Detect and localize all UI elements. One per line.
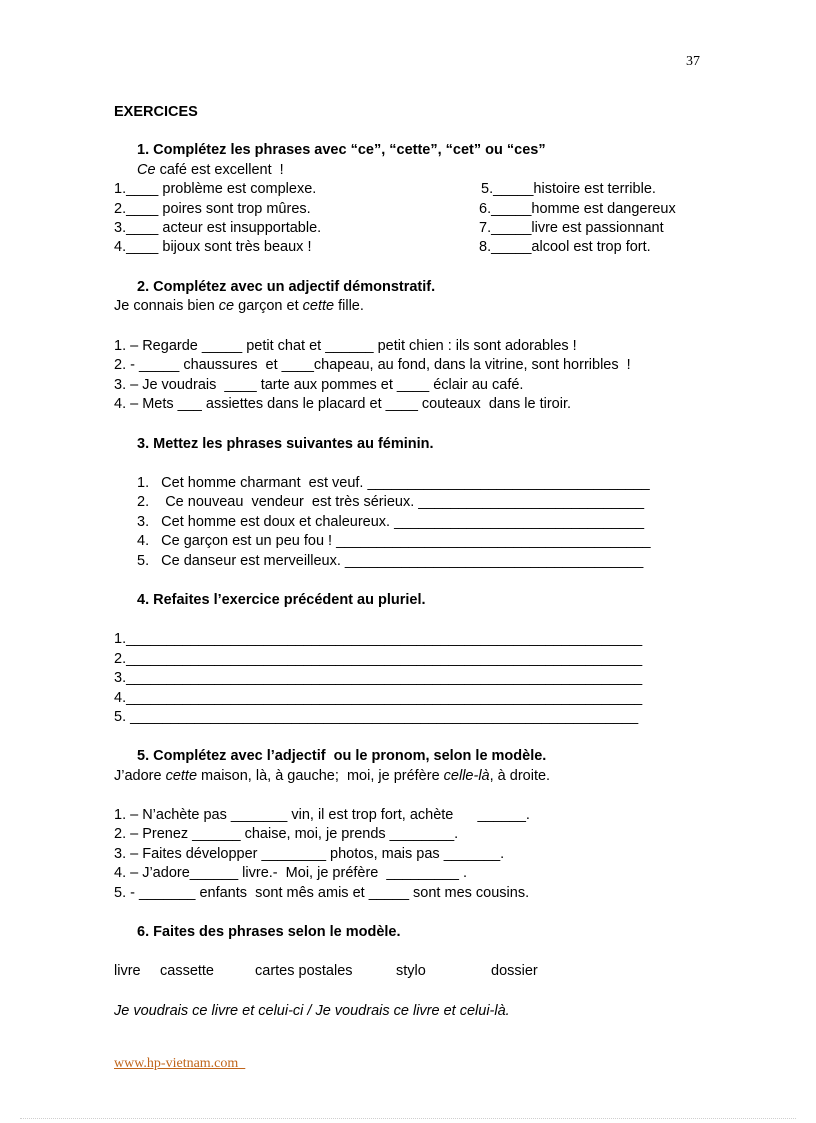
example-text: J’adore: [114, 768, 166, 784]
example-pronoun: celle-là: [443, 768, 490, 784]
exercise-1-item: 8._____alcool est trop fort.: [479, 239, 651, 255]
example-demonstrative: Ce: [137, 162, 156, 178]
exercise-1-item: 3.____ acteur est insupportable.: [114, 220, 322, 236]
exercise-2-item: 2. - _____ chaussures et ____chapeau, au fond, dans la vitrine, sont horribles !: [114, 357, 631, 373]
page-bottom-divider: [20, 1118, 796, 1119]
exercise-3-item: 5. Ce danseur est merveilleux. _____________________________________: [137, 553, 644, 569]
exercise-4-heading: 4. Refaites l’exercice précédent au pluriel.: [137, 592, 426, 608]
example-text: , à droite.: [489, 768, 551, 784]
exercise-2-item: 4. – Mets ___ assiettes dans le placard et ____ couteaux dans le tiroir.: [114, 396, 572, 412]
example-demonstrative: ce: [218, 298, 235, 314]
exercise-4-line: 3.________________________________________________________________: [114, 670, 643, 686]
page-number: 37: [686, 54, 700, 69]
exercise-1-item: 2.____ poires sont trop mûres.: [114, 201, 311, 217]
word-list-item: stylo: [396, 963, 426, 979]
exercise-3-item: 4. Ce garçon est un peu fou ! _______________________________________: [137, 533, 651, 549]
exercise-5-example: [114, 767, 550, 785]
example-demonstrative: cette: [165, 768, 198, 784]
example-text: Je connais bien: [114, 298, 219, 314]
example-text: café est excellent !: [155, 162, 284, 178]
exercise-5-item: 4. – J’adore______ livre.- Moi, je préfère _________ .: [114, 865, 468, 881]
exercise-2-item: 1. – Regarde _____ petit chat et ______ petit chien : ils sont adorables !: [114, 338, 577, 354]
exercise-5-item: 2. – Prenez ______ chaise, moi, je prends ________.: [114, 826, 459, 842]
exercise-1-item: 4.____ bijoux sont très beaux !: [114, 239, 312, 255]
exercise-3-item: 1. Cet homme charmant est veuf. ___________________________________: [137, 475, 650, 491]
word-list-item: cartes postales: [255, 963, 353, 979]
exercise-4-line: 4.________________________________________________________________: [114, 690, 643, 706]
exercise-1-example: [137, 161, 284, 179]
exercise-3-item: 3. Cet homme est doux et chaleureux. _______________________________: [137, 514, 645, 530]
exercise-2-example: [114, 297, 364, 315]
example-demonstrative: cette: [302, 298, 335, 314]
page-title: EXERCICES: [114, 104, 198, 120]
example-text: garçon et: [234, 298, 303, 314]
exercise-4-line: 2.________________________________________________________________: [114, 651, 643, 667]
exercise-1-item: 7._____livre est passionnant: [479, 220, 664, 236]
exercise-6-heading: 6. Faites des phrases selon le modèle.: [137, 924, 401, 940]
exercise-3-heading: 3. Mettez les phrases suivantes au féminin.: [137, 436, 434, 452]
exercise-5-item: 5. - _______ enfants sont mês amis et _____ sont mes cousins.: [114, 885, 530, 901]
exercise-4-line: 1.________________________________________________________________: [114, 631, 643, 647]
exercise-3-item: 2. Ce nouveau vendeur est très sérieux. ____________________________: [137, 494, 645, 510]
footer-link[interactable]: www.hp-vietnam.com: [114, 1056, 246, 1071]
exercise-1-item: 5._____histoire est terrible.: [481, 181, 656, 197]
exercise-4-line: 5. _______________________________________________________________: [114, 709, 639, 725]
exercise-6-model: Je voudrais ce livre et celui-ci / Je voudrais ce livre et celui-là.: [114, 1003, 510, 1019]
exercise-2-heading: 2. Complétez avec un adjectif démonstratif.: [137, 279, 436, 295]
exercise-5-heading: 5. Complétez avec l’adjectif ou le pronom, selon le modèle.: [137, 748, 547, 764]
example-text: fille.: [334, 298, 364, 314]
word-list-item: livre: [114, 963, 141, 979]
exercise-1-heading: 1. Complétez les phrases avec “ce”, “cette”, “cet” ou “ces”: [137, 142, 546, 158]
example-text: maison, là, à gauche; moi, je préfère: [197, 768, 444, 784]
word-list-item: dossier: [491, 963, 538, 979]
exercise-1-item: 1.____ problème est complexe.: [114, 181, 317, 197]
exercise-5-item: 1. – N’achète pas _______ vin, il est trop fort, achète ______.: [114, 807, 530, 823]
exercise-5-item: 3. – Faites développer ________ photos, mais pas _______.: [114, 846, 505, 862]
word-list-item: cassette: [160, 963, 214, 979]
exercise-2-item: 3. – Je voudrais ____ tarte aux pommes et ____ éclair au café.: [114, 377, 524, 393]
exercise-1-item: 6._____homme est dangereux: [479, 201, 676, 217]
